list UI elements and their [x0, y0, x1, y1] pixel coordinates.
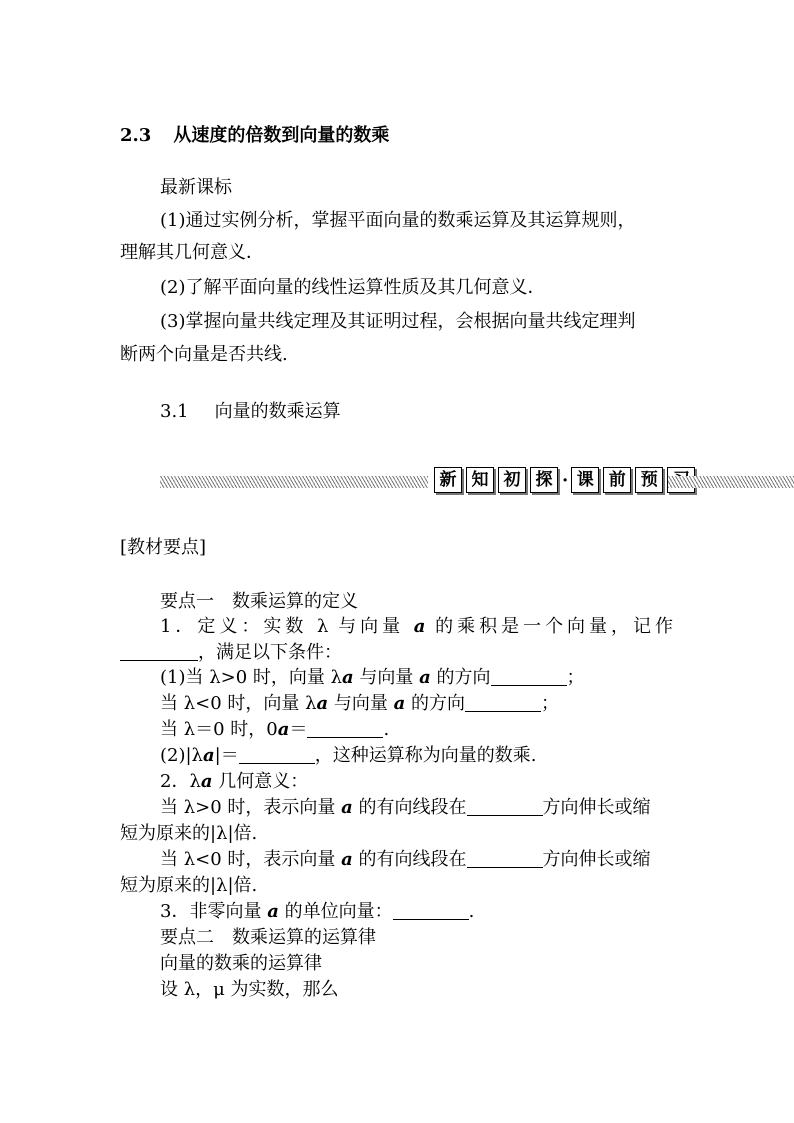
- definition-notation-line: [120, 641, 342, 665]
- geometric-case-2-cont: 短为原来的|λ|倍.: [120, 875, 258, 896]
- preview-banner: [160, 466, 794, 496]
- section-number: 2.3: [120, 125, 152, 146]
- answer-blank[interactable]: [467, 849, 543, 868]
- condition-text: ，满足以下条件：: [198, 642, 342, 663]
- material-heading: [教材要点]: [120, 537, 207, 558]
- vector-a: a: [342, 667, 354, 688]
- point1-label: 要点一: [160, 591, 214, 612]
- subsection-title: [160, 400, 341, 424]
- condition-text: (2)|λ: [160, 745, 203, 766]
- vector-a: a: [316, 693, 329, 714]
- banner-char: 初: [498, 467, 526, 493]
- unit-vector-line: [160, 900, 474, 924]
- banner-char: 新: [434, 467, 462, 493]
- section-title-text: 从速度的倍数到向量的数乘: [173, 125, 390, 146]
- vector-a: a: [341, 797, 353, 818]
- geometric-text: 的有向线段在: [352, 849, 467, 870]
- condition-text: 的方向: [405, 693, 466, 714]
- geometric-text: 2．λ: [160, 771, 201, 792]
- subsection-number: 3.1: [160, 401, 189, 422]
- answer-blank[interactable]: [465, 693, 541, 712]
- geometric-case-1: [160, 796, 651, 820]
- point1-title: 数乘运算的定义: [232, 591, 358, 612]
- vector-a: a: [413, 616, 426, 637]
- geometric-text: 当 λ<0 时，表示向量: [160, 849, 342, 870]
- banner-hatch-left: [160, 476, 428, 488]
- punctuation: ；: [566, 667, 585, 688]
- real-numbers-line: 设 λ，μ 为实数，那么: [160, 979, 339, 1000]
- geometric-case-1-cont: 短为原来的|λ|倍.: [120, 823, 258, 844]
- banner-char: 知: [466, 467, 494, 493]
- condition-text: 当 λ<0 时，向量 λ: [160, 693, 317, 714]
- banner-separator: ·: [562, 469, 569, 491]
- geometric-text: 方向伸长或缩: [542, 797, 651, 818]
- unit-text: 的单位向量：: [278, 901, 393, 922]
- vector-a: a: [393, 693, 406, 714]
- punctuation: ；: [541, 693, 560, 714]
- condition-text: 当 λ＝0 时，0: [160, 719, 278, 740]
- vector-a: a: [419, 667, 431, 688]
- condition-text: 的方向: [430, 667, 491, 688]
- geometric-text: 当 λ>0 时，表示向量: [160, 797, 342, 818]
- point2-title: 数乘运算的运算律: [232, 927, 376, 948]
- definition-text: 的乘积是一个向量，记作: [425, 616, 673, 637]
- geometric-text: 的有向线段在: [352, 797, 467, 818]
- vector-a: a: [267, 901, 279, 922]
- point2-heading: [160, 926, 376, 950]
- section-title: [120, 124, 389, 148]
- answer-blank[interactable]: [491, 667, 567, 686]
- standards-item-3-cont: 断两个向量是否共线.: [120, 344, 288, 365]
- banner-char: 探: [530, 467, 558, 493]
- subsection-text: 向量的数乘运算: [214, 401, 341, 422]
- condition-1: [160, 666, 585, 690]
- point2-label: 要点二: [160, 927, 214, 948]
- answer-blank[interactable]: [307, 719, 383, 738]
- condition-text: 与向量: [353, 667, 420, 688]
- banner-char: 课: [571, 467, 599, 493]
- geometric-case-2: [160, 848, 651, 872]
- standards-item-3: (3)掌握向量共线定理及其证明过程，会根据向量共线定理判: [160, 311, 636, 332]
- condition-2: [160, 692, 559, 716]
- condition-3: [160, 718, 389, 742]
- geometric-meaning-heading: [160, 770, 308, 794]
- standards-item-2: (2)了解平面向量的线性运算性质及其几何意义．: [160, 277, 546, 298]
- banner-char: 预: [635, 467, 663, 493]
- condition-text: |＝: [214, 745, 239, 766]
- answer-blank[interactable]: [239, 745, 315, 764]
- geometric-text: 方向伸长或缩: [542, 849, 651, 870]
- standards-item-1-cont: 理解其几何意义．: [120, 242, 264, 263]
- banner-hatch-right: [668, 476, 794, 488]
- vector-a: a: [200, 771, 213, 792]
- condition-text: ＝: [289, 719, 308, 740]
- condition-4: [160, 744, 536, 768]
- point1-heading: [160, 590, 358, 614]
- definition-line: [160, 615, 673, 639]
- standards-heading: 最新课标: [160, 177, 232, 198]
- answer-blank[interactable]: [467, 797, 543, 816]
- answer-blank[interactable]: [120, 642, 198, 661]
- geometric-text: 几何意义：: [212, 771, 309, 792]
- answer-blank[interactable]: [393, 901, 469, 920]
- unit-text: 3．非零向量: [160, 901, 268, 922]
- punctuation: .: [468, 901, 475, 922]
- vector-a: a: [277, 719, 290, 740]
- condition-text: 与向量: [328, 693, 394, 714]
- condition-text: (1)当 λ>0 时，向量 λ: [160, 667, 343, 688]
- vector-a: a: [341, 849, 353, 870]
- operation-law-line: 向量的数乘的运算律: [160, 953, 322, 974]
- standards-item-1: (1)通过实例分析，掌握平面向量的数乘运算及其运算规则，: [160, 210, 636, 231]
- punctuation: .: [383, 719, 390, 740]
- banner-char: 前: [603, 467, 631, 493]
- condition-text: ，这种运算称为向量的数乘.: [314, 745, 537, 766]
- definition-text: 1．定义：实数 λ 与向量: [160, 616, 414, 637]
- banner-tag: [434, 466, 699, 494]
- vector-a: a: [202, 745, 215, 766]
